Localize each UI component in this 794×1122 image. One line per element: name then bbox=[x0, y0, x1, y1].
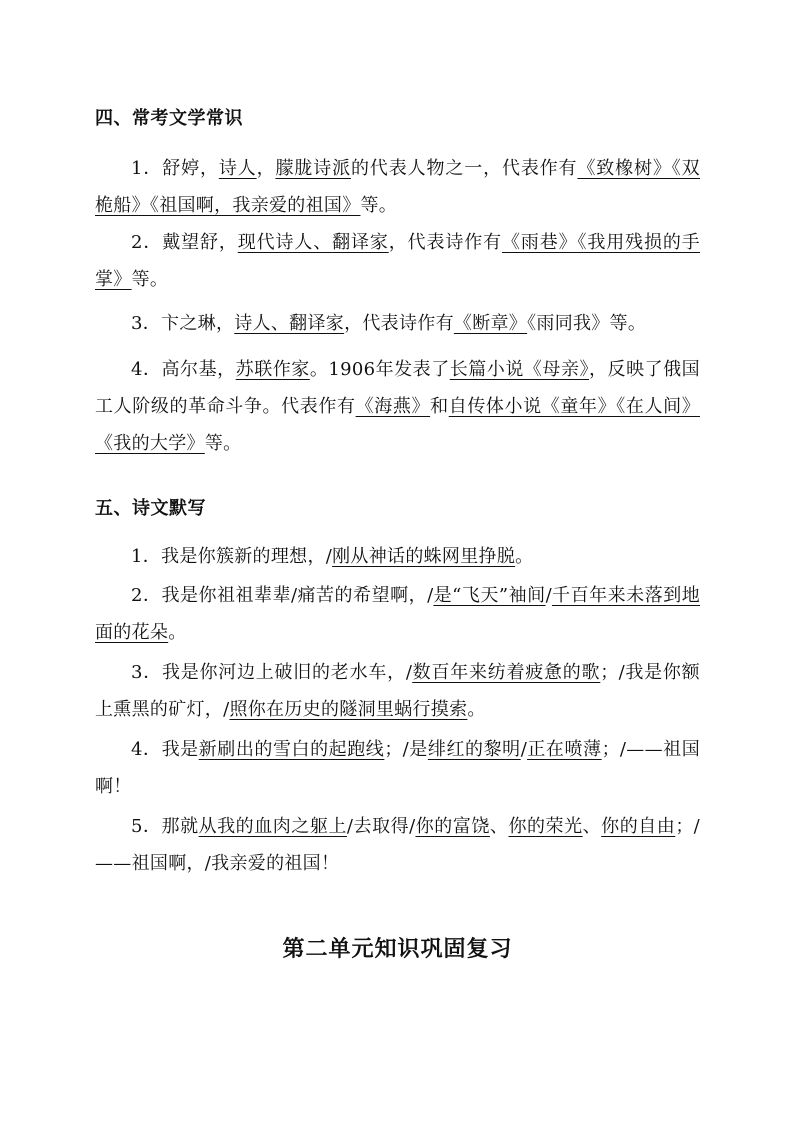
section-5-item-3 bbox=[95, 654, 700, 728]
answer-text: 正在喷薄 bbox=[527, 739, 602, 760]
body-text: ，代表诗作有 bbox=[388, 232, 502, 253]
answer-text: 《海燕》 bbox=[355, 396, 431, 417]
answer-text: 《断章》 bbox=[453, 313, 528, 334]
section-4-title: 四、常考文学常识 bbox=[95, 108, 243, 129]
body-text: 。1906年发表了 bbox=[309, 359, 450, 380]
body-text: 。 bbox=[467, 699, 486, 720]
section-4-item-3 bbox=[95, 305, 700, 342]
body-text: 1．舒婷， bbox=[131, 158, 219, 179]
answer-text: 你的自由 bbox=[601, 816, 676, 837]
answer-text: 长篇小说《母亲》 bbox=[449, 359, 590, 380]
body-text: 4．高尔基， bbox=[131, 359, 236, 380]
answer-text: 现代诗人、翻译家 bbox=[237, 232, 389, 253]
answer-text: 苏联作家 bbox=[235, 359, 310, 380]
body-text: 等。 bbox=[204, 433, 242, 454]
answer-text: 诗人 bbox=[218, 158, 257, 179]
body-text: 、 bbox=[489, 816, 509, 837]
body-text: 5．那就 bbox=[131, 816, 199, 837]
body-text: 。 bbox=[515, 546, 534, 567]
section-5-title: 五、诗文默写 bbox=[95, 498, 206, 519]
answer-text: 自传体小说《童年》《在人间》《我的大学》 bbox=[95, 396, 700, 454]
section-5-item-5 bbox=[95, 808, 700, 882]
answer-text: 《雨巷》《我用残损的手掌》 bbox=[95, 232, 700, 290]
body-text: 2．我是你祖祖辈辈/痛苦的希望啊，/ bbox=[131, 585, 434, 606]
body-text: ， bbox=[256, 158, 276, 179]
section-5-item-4 bbox=[95, 731, 700, 805]
body-text: 等。 bbox=[360, 195, 398, 216]
body-text: / bbox=[520, 739, 528, 760]
answer-text: 千百年来未落到地面的花朵 bbox=[95, 585, 700, 643]
answer-text: 绯红的黎明 bbox=[427, 739, 521, 760]
body-text: 的代表人物之一，代表作有 bbox=[350, 158, 578, 179]
answer-text: 《致橡树》《双桅船》《祖国啊，我亲爱的祖国》 bbox=[95, 158, 700, 216]
body-text: 《雨同我》等。 bbox=[527, 313, 647, 334]
section-5-item-2 bbox=[95, 577, 700, 651]
body-text: ；/是 bbox=[384, 739, 428, 760]
body-text: 等。 bbox=[131, 269, 169, 290]
answer-text: 数百年来纺着疲惫的歌 bbox=[412, 662, 601, 683]
body-text: 3．我是你河边上破旧的老水车，/ bbox=[131, 662, 413, 683]
body-text: 1．我是你簇新的理想，/ bbox=[131, 546, 333, 567]
answer-text: 照你在历史的隧洞里蜗行摸索 bbox=[229, 699, 468, 720]
body-text: ；/我是你额上熏黑的矿灯，/ bbox=[95, 662, 700, 720]
body-text: 。 bbox=[168, 622, 187, 643]
body-text: 和 bbox=[430, 396, 449, 417]
body-text: 3．卞之琳， bbox=[131, 313, 235, 334]
body-text: ，反映了俄国工人阶级的革命斗争。代表作有 bbox=[95, 359, 700, 417]
body-text: ，代表诗作有 bbox=[344, 313, 454, 334]
body-text: 、 bbox=[582, 816, 602, 837]
body-text: 4．我是 bbox=[131, 739, 199, 760]
answer-text: 诗人、翻译家 bbox=[234, 313, 345, 334]
answer-text: 朦胧诗派 bbox=[275, 158, 351, 179]
unit-title: 第二单元知识巩固复习 bbox=[282, 936, 513, 962]
body-text: ；/——祖国啊，/我亲爱的祖国！ bbox=[95, 816, 700, 874]
body-text: / bbox=[545, 585, 552, 606]
body-text: /去取得/ bbox=[346, 816, 416, 837]
answer-text: 刚从神话的蛛网里挣脱 bbox=[332, 546, 516, 567]
section-4-item-4 bbox=[95, 351, 700, 462]
answer-text: 你的富饶 bbox=[415, 816, 490, 837]
section-5-item-1 bbox=[95, 538, 700, 575]
section-4-item-1 bbox=[95, 150, 700, 224]
answer-text: 是“飞天”袖间 bbox=[433, 585, 546, 606]
answer-text: 从我的血肉之躯上 bbox=[198, 816, 347, 837]
answer-text: 你的荣光 bbox=[508, 816, 583, 837]
body-text: 2．戴望舒， bbox=[131, 232, 238, 253]
answer-text: 新刷出的雪白的起跑线 bbox=[198, 739, 385, 760]
section-4-item-2 bbox=[95, 224, 700, 298]
body-text: ；/——祖国啊！ bbox=[95, 739, 701, 797]
